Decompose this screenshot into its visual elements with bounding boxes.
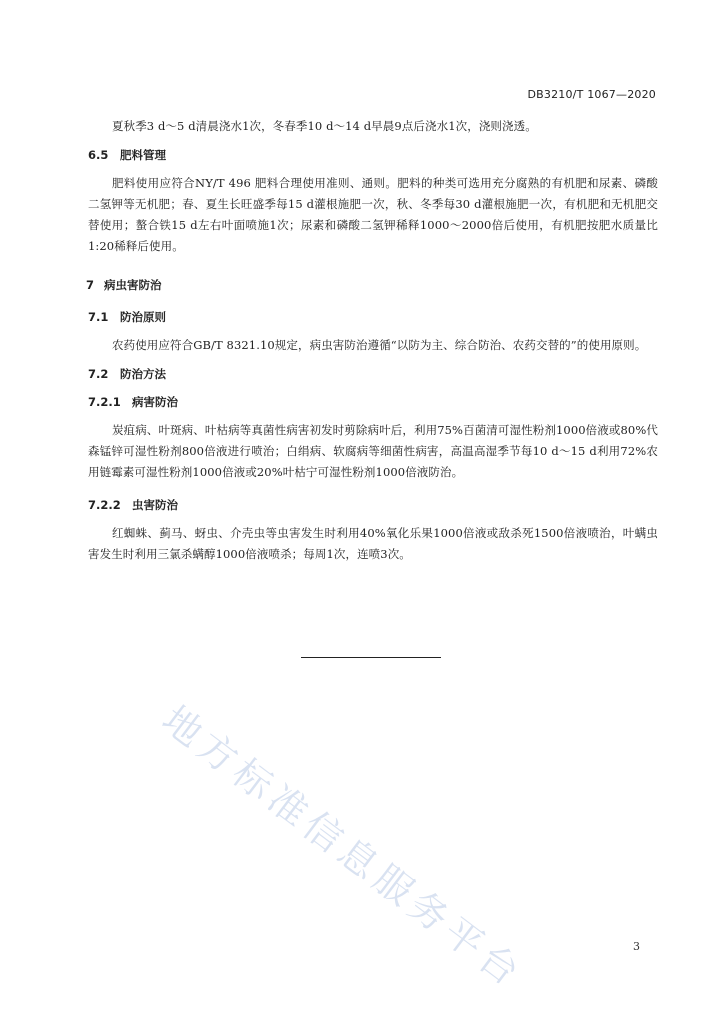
section-title: 虫害防治 xyxy=(132,498,178,512)
section-number: 7 xyxy=(86,278,95,292)
section-heading-7-2 xyxy=(88,364,658,384)
prevention-principle-paragraph: 农药使用应符合GB/T 8321.10规定，病虫害防治遵循“以防为主、综合防治、农药交替的”的使用原则。 xyxy=(112,338,647,352)
section-number: 6.5 xyxy=(88,148,109,162)
section-heading-7-1 xyxy=(88,307,658,327)
disease-control-paragraph: 炭疽病、叶斑病、叶枯病等真菌性病害初发时剪除病叶后，利用75%百菌清可湿性粉剂1000倍液或80%代森锰锌可湿性粉剂800倍液进行喷治；白绢病、软腐病等细菌性病害，高温高湿季节每10 d～15 d利用72%农用链霉素可湿性粉剂1000倍液或20%叶枯宁可湿性粉剂1000倍液防治。 xyxy=(88,423,658,479)
section-heading-7 xyxy=(86,275,658,295)
fertilizer-paragraph: 肥料使用应符合NY/T 496 肥料合理使用准则、通则。肥料的种类可选用充分腐熟的有机肥和尿素、磷酸二氢钾等无机肥；春、夏生长旺盛季每15 d灌根施肥一次，秋、冬季每30 d灌根施肥一次，有机肥和无机肥交替使用；螯合铁15 d左右叶面喷施1次；尿素和磷酸二氢钾稀释1000～2000倍后使用，有机肥按肥水质量比1:20稀释后使用。 xyxy=(88,176,658,253)
section-title: 防治方法 xyxy=(120,367,166,381)
page-number: 3 xyxy=(633,940,640,953)
document-code: DB3210/T 1067—2020 xyxy=(527,88,656,101)
end-divider xyxy=(301,657,441,658)
section-heading-7-2-1 xyxy=(88,392,658,412)
section-number: 7.2.2 xyxy=(88,498,121,512)
section-title: 防治原则 xyxy=(120,310,166,324)
section-number: 7.2.1 xyxy=(88,395,121,409)
section-number: 7.1 xyxy=(88,310,109,324)
section-heading-6-5 xyxy=(88,145,658,165)
section-title: 病害防治 xyxy=(132,395,178,409)
pest-control-paragraph: 红蜘蛛、蓟马、蚜虫、介壳虫等虫害发生时利用40%氧化乐果1000倍液或敌杀死1500倍液喷治，叶螨虫害发生时利用三氯杀螨醇1000倍液喷杀；每周1次，连喷3次。 xyxy=(88,526,658,561)
section-title: 病虫害防治 xyxy=(104,278,162,292)
section-heading-7-2-2 xyxy=(88,495,658,515)
section-title: 肥料管理 xyxy=(120,148,166,162)
watering-paragraph: 夏秋季3 d～5 d清晨浇水1次，冬春季10 d～14 d早晨9点后浇水1次，浇则浇透。 xyxy=(112,119,537,133)
watermark: 地方标准信息服务平台 xyxy=(154,697,532,998)
section-number: 7.2 xyxy=(88,367,109,381)
document-body xyxy=(88,116,658,565)
